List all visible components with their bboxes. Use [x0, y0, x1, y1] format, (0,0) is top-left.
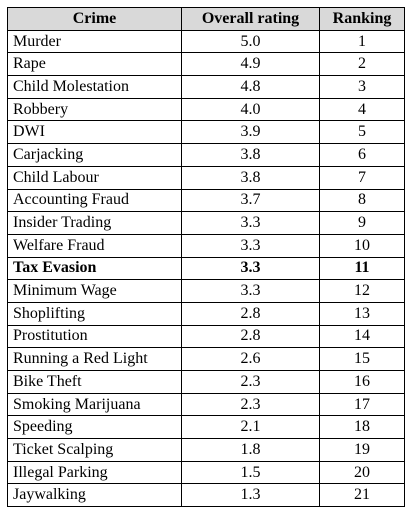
cell-crime: Prostitution [8, 325, 182, 348]
cell-ranking: 3 [320, 76, 405, 99]
cell-ranking: 21 [320, 484, 405, 507]
cell-overall-rating: 4.0 [182, 98, 320, 121]
cell-crime: Robbery [8, 98, 182, 121]
cell-crime: Carjacking [8, 144, 182, 167]
table-row [8, 461, 405, 484]
cell-crime: Child Labour [8, 166, 182, 189]
cell-overall-rating: 2.3 [182, 393, 320, 416]
header-crime: Crime [8, 8, 182, 31]
cell-crime: Rape [8, 53, 182, 76]
table-row [8, 484, 405, 507]
cell-ranking: 10 [320, 234, 405, 257]
cell-ranking: 13 [320, 302, 405, 325]
table-row [8, 393, 405, 416]
cell-crime: Shoplifting [8, 302, 182, 325]
cell-overall-rating: 3.7 [182, 189, 320, 212]
cell-ranking: 6 [320, 144, 405, 167]
cell-crime: Ticket Scalping [8, 439, 182, 462]
cell-overall-rating: 1.5 [182, 461, 320, 484]
table-row [8, 302, 405, 325]
cell-overall-rating: 3.8 [182, 166, 320, 189]
cell-crime: Murder [8, 30, 182, 53]
cell-ranking: 1 [320, 30, 405, 53]
table-row [8, 348, 405, 371]
cell-ranking: 2 [320, 53, 405, 76]
cell-ranking: 16 [320, 371, 405, 394]
cell-overall-rating: 3.3 [182, 280, 320, 303]
cell-overall-rating: 4.9 [182, 53, 320, 76]
table-row [8, 121, 405, 144]
table-row [8, 166, 405, 189]
cell-overall-rating: 3.8 [182, 144, 320, 167]
cell-ranking: 12 [320, 280, 405, 303]
table-row [8, 189, 405, 212]
cell-crime: Illegal Parking [8, 461, 182, 484]
cell-crime: Minimum Wage [8, 280, 182, 303]
crime-rating-table [7, 7, 405, 507]
cell-crime: Bike Theft [8, 371, 182, 394]
cell-crime: Running a Red Light [8, 348, 182, 371]
cell-overall-rating: 2.8 [182, 302, 320, 325]
cell-overall-rating: 4.8 [182, 76, 320, 99]
cell-ranking: 11 [320, 257, 405, 280]
cell-crime: DWI [8, 121, 182, 144]
table-row [8, 371, 405, 394]
cell-ranking: 19 [320, 439, 405, 462]
header-row [8, 8, 405, 31]
cell-crime: Accounting Fraud [8, 189, 182, 212]
table-row [8, 98, 405, 121]
cell-crime: Insider Trading [8, 212, 182, 235]
cell-ranking: 18 [320, 416, 405, 439]
cell-overall-rating: 2.3 [182, 371, 320, 394]
table-body [8, 30, 405, 506]
cell-crime: Smoking Marijuana [8, 393, 182, 416]
cell-ranking: 20 [320, 461, 405, 484]
cell-overall-rating: 3.3 [182, 257, 320, 280]
cell-overall-rating: 1.3 [182, 484, 320, 507]
cell-overall-rating: 3.3 [182, 212, 320, 235]
table-row [8, 53, 405, 76]
cell-crime: Child Molestation [8, 76, 182, 99]
cell-ranking: 7 [320, 166, 405, 189]
header-ranking: Ranking [320, 8, 405, 31]
table-row [8, 234, 405, 257]
cell-ranking: 17 [320, 393, 405, 416]
cell-overall-rating: 2.1 [182, 416, 320, 439]
cell-ranking: 5 [320, 121, 405, 144]
cell-crime: Welfare Fraud [8, 234, 182, 257]
cell-crime: Jaywalking [8, 484, 182, 507]
cell-ranking: 8 [320, 189, 405, 212]
cell-ranking: 4 [320, 98, 405, 121]
cell-crime: Speeding [8, 416, 182, 439]
cell-overall-rating: 3.3 [182, 234, 320, 257]
crime-rating-table-container [7, 7, 405, 507]
table-row [8, 325, 405, 348]
header-overall-rating: Overall rating [182, 8, 320, 31]
cell-ranking: 14 [320, 325, 405, 348]
table-row [8, 416, 405, 439]
table-row [8, 30, 405, 53]
cell-overall-rating: 1.8 [182, 439, 320, 462]
table-row [8, 76, 405, 99]
table-row [8, 212, 405, 235]
cell-crime: Tax Evasion [8, 257, 182, 280]
cell-ranking: 15 [320, 348, 405, 371]
cell-overall-rating: 2.6 [182, 348, 320, 371]
table-row [8, 439, 405, 462]
cell-overall-rating: 5.0 [182, 30, 320, 53]
cell-overall-rating: 3.9 [182, 121, 320, 144]
table-row [8, 144, 405, 167]
cell-ranking: 9 [320, 212, 405, 235]
table-row [8, 280, 405, 303]
cell-overall-rating: 2.8 [182, 325, 320, 348]
table-row [8, 257, 405, 280]
